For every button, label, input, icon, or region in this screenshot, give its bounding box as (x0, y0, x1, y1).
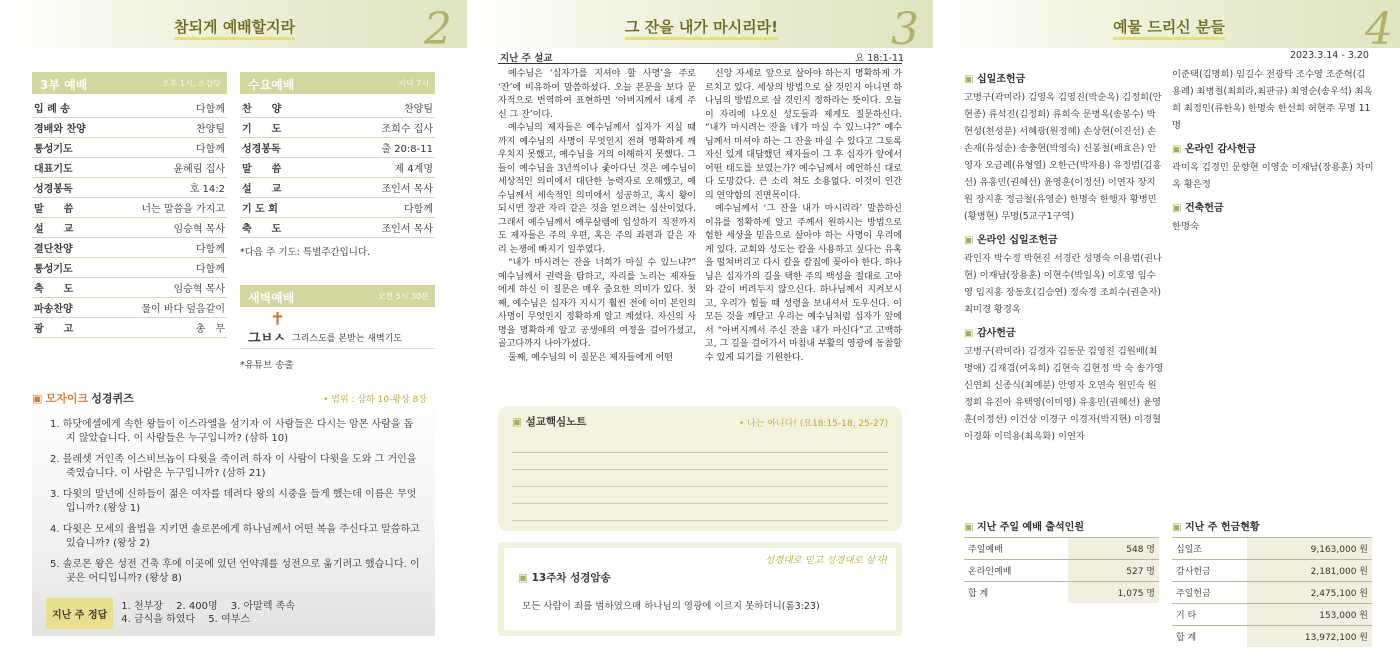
order-item-value: 호 14:2 (189, 184, 225, 195)
answers (121, 600, 295, 626)
quiz-question: 4. 다윗은 모세의 율법을 지키면 솔로몬에게 하나님께서 어떤 복을 주신다고 말씀하고 있습니까? (왕상 2) (50, 524, 420, 549)
order-item-label: 대표기도 (34, 164, 73, 175)
order-item-value: 윤혜림 집사 (173, 164, 225, 175)
order-item-value: 너는 말씀을 가지고 (141, 204, 225, 215)
quiz-header (32, 388, 435, 410)
offering-left-column (964, 64, 1164, 445)
order-item-value: 조희수 집사 (381, 124, 433, 135)
wednesday-service-header (240, 72, 435, 94)
dawn-logo (240, 307, 435, 349)
answer-line: 1. 천부장 2. 400명 3. 아말렉 족속 (121, 601, 295, 612)
third-service-box (32, 72, 227, 338)
service-order-row (32, 238, 227, 258)
service-order-row (240, 158, 435, 178)
stat-value: 2,181,000 원 (1247, 560, 1372, 582)
stat-row (964, 582, 1159, 604)
order-item-value: 임승혁 목사 (173, 224, 225, 235)
stat-row (1172, 626, 1372, 648)
stat-value: 9,163,000 원 (1247, 538, 1372, 560)
service-order-row (32, 258, 227, 278)
service-order-row (32, 118, 227, 138)
order-item-value: 물이 바다 덮음같이 (141, 304, 225, 315)
order-item-label: 경배와 찬양 (34, 124, 86, 135)
page4-header (933, 0, 1400, 55)
page3-header (467, 0, 933, 55)
sermon-label: 지난 주 설교 (500, 53, 553, 64)
service-order-row (32, 178, 227, 198)
stat-label: 합 계 (1172, 626, 1247, 648)
quiz-question: 1. 하닷에셀에게 속한 왕들이 이스라엘을 섬기자 이 사람들은 다시는 암몬 사람을 돕지 않았습니다. 이 사람들은 누구입니까? (삼하 10) (50, 419, 414, 444)
stat-row (1172, 560, 1372, 582)
quiz-question: 5. 솔로몬 왕은 성전 건축 후에 이곳에 있던 언약궤를 성전으로 옮기려고 했습니다. 이곳은 어디입니까? (왕상 8) (50, 559, 420, 584)
offering-right-column (1172, 66, 1374, 235)
stat-label: 감사헌금 (1172, 560, 1247, 582)
prayer-note: *다음 주 기도: 특별주간입니다. (240, 247, 371, 258)
cross-icon: ✝ (270, 309, 286, 330)
quiz-range: • 범위 : 삼하 10-왕상 8장 (323, 395, 427, 405)
bible-quiz (32, 388, 435, 636)
order-item-label: 결단찬양 (34, 244, 73, 255)
memory-inner (504, 548, 896, 630)
stat-label: 기 타 (1172, 604, 1247, 626)
memory-slogan: 성경대로 믿고 성경대로 살자! (765, 555, 888, 566)
page-number: 3 (891, 4, 919, 55)
service-order-row (32, 318, 227, 338)
quiz-icon: ▣ (32, 392, 43, 405)
building-names: 한명숙 (1172, 221, 1199, 232)
dawn-service-header (240, 285, 435, 307)
order-item-label: 통성기도 (34, 264, 73, 275)
quiz-brand: 모자이크 (45, 392, 89, 405)
online-tithe-names: 곽인자 박수정 박현진 서경란 성명숙 이용범(권나현) 이재남(장용훈) 이현수(박일옥) 이호영 임수영 임지홍 장동호(김승연) 정숙경 조희수(권춘자) 최미경 황경옥 (964, 253, 1163, 315)
box-title: 3부 예배 (40, 78, 88, 92)
service-order-row (240, 198, 435, 218)
offering-status-title: ▣ 지난 주 헌금현황 (1172, 518, 1372, 533)
order-item-value: 조인서 목사 (381, 224, 433, 235)
service-order-row (32, 198, 227, 218)
quiz-label: 성경퀴즈 (91, 392, 134, 405)
order-item-label: 설 교 (242, 184, 282, 195)
thanks-names-continued: 이준택(김명희) 임길수 전광탁 조수영 조준혁(김용례) 최병철(최희라,최판규) 최영순(송우석) 최옥희 최정인(류한옥) 한명숙 한선희 허현주 무명 11명 (1172, 69, 1373, 131)
box-time: 오후 1시, 소강당 (161, 79, 221, 88)
sermon-column-1 (498, 68, 696, 398)
online-thanks-title: ▣ 온라인 감사헌금 (1172, 140, 1374, 155)
order-item-label: 입 례 송 (34, 104, 70, 115)
tithe-names: 고병구(곽미라) 김영옥 김영진(박순옥) 김정희(안현종) 류석진(김정희) 류희숙 문병옥(송봉수) 박현성(천성분) 서혜광(원정혜) 손상현(이진선) 손손재(유성순) 송충현(박영숙) 신봉철(배효은) 안영자 오금례(유형열) 오한근(박자용) 유정범(김홍선) 유홍민(권혜선) 윤영훈(이정선) 이연자 장지원 장지훈 정금철(유영순) 한명숙 한행자 황병민(황병현) 무명(5교구1구역) (964, 92, 1162, 222)
stat-label: 주일예배 (964, 538, 1068, 560)
order-item-label: 성경봉독 (34, 184, 73, 195)
service-order-row (32, 98, 227, 118)
box-time: 오전 5시 30분 (377, 292, 429, 301)
online-thanks-names: 곽미옥 김경민 문향현 이영순 이재남(장용훈) 차미옥 황은정 (1172, 162, 1374, 190)
stat-label: 주일헌금 (1172, 582, 1247, 604)
service-order-row (240, 178, 435, 198)
page-title: 그 잔을 내가 마시리라! (625, 18, 778, 40)
thanks-title: ▣ 감사헌금 (964, 324, 1164, 339)
order-item-value: 임승혁 목사 (173, 284, 225, 295)
stat-value: 2,475,100 원 (1247, 582, 1372, 604)
attendance-table (964, 537, 1159, 603)
note-title-text: 설교핵심노트 (525, 416, 587, 428)
page-number: 4 (1365, 4, 1393, 55)
box-title: 새벽예배 (248, 291, 295, 305)
memory-verse-box (498, 542, 902, 636)
service-order-row (240, 118, 435, 138)
order-item-label: 말 씀 (242, 164, 282, 175)
service-order-row (240, 138, 435, 158)
wednesday-service-box (240, 72, 435, 258)
memory-title-text: 13주차 성경암송 (531, 572, 611, 584)
service-order-row (240, 218, 435, 238)
order-item-value: 총 무 (195, 324, 225, 335)
stat-value: 153,000 원 (1247, 604, 1372, 626)
stat-row (1172, 538, 1372, 560)
sermon-paragraph: 신앙 자세로 앞으로 살아야 하는지 명확하게 가르치고 있다. 세상의 방법으로 살 것인지 아니면 하나님의 방법으로 살 것인지 정하라는 뜻이다. 오늘 이 자리에 나오신 성도들과 제게도 질문하신다. “내가 마시려는 잔을 네가 마실 수 있느냐?” 예수님께서 마셔야 하는 그 잔을 마실 수 있다고 그토록 자신 있게 대답했던 제자들이 그 후 십자가 앞에서 어떤 태도를 보였는가? 예수님께서 예언하신 대로 다 도망갔다. 큰 소리 쳐도 소용없다. 이것이 인간의 연약함의 진면목이다. (705, 69, 902, 201)
sermon-paragraph: 둘째, 예수님의 이 질문은 제자들에게 어떤 (508, 352, 673, 363)
third-service-header (32, 72, 227, 94)
stat-label: 십일조 (1172, 538, 1247, 560)
stat-row (1172, 582, 1372, 604)
note-lines (512, 436, 888, 521)
page-number: 2 (424, 4, 452, 55)
box-time: 저녁 7시 (398, 79, 429, 88)
order-item-label: 축 도 (34, 284, 74, 295)
sermon-note-box (498, 406, 902, 531)
attendance-title: ▣ 지난 주일 예배 출석인원 (964, 518, 1159, 533)
answer-label: 지난 주 정답 (46, 598, 113, 629)
page-title: 예물 드리신 분들 (1113, 18, 1225, 40)
memory-title: ▣ 13주차 성경암송 (518, 572, 611, 584)
order-item-label: 찬 양 (242, 104, 282, 115)
order-item-value: 다함께 (196, 104, 225, 115)
sermon-ref: 요 18:1-11 (855, 53, 905, 64)
service-order-row (32, 298, 227, 318)
stat-label: 합 계 (964, 582, 1068, 604)
offering-date: 2023.3.14 - 3.20 (1290, 50, 1369, 61)
order-item-value: 제 4계명 (394, 164, 433, 175)
stat-row (1172, 604, 1372, 626)
stat-row (964, 538, 1159, 560)
order-item-label: 축 도 (242, 224, 282, 235)
stat-value: 13,972,100 원 (1247, 626, 1372, 648)
answer-box (46, 596, 418, 630)
third-service-order (32, 98, 227, 338)
dawn-service-box (240, 285, 435, 371)
order-item-label: 통성기도 (34, 144, 73, 155)
building-title: ▣ 건축헌금 (1172, 199, 1374, 214)
answer-line: 4. 금식을 하였다 5. 여부스 (121, 614, 251, 625)
order-item-value: 조인서 목사 (381, 184, 433, 195)
stat-value: 1,075 명 (1068, 582, 1159, 604)
memory-verse: 모든 사람이 죄를 범하였으매 하나님의 영광에 이르지 못하더니(롬3:23) (522, 601, 820, 612)
service-order-row (32, 138, 227, 158)
attendance-box (964, 512, 1159, 603)
order-item-label: 성경봉독 (242, 144, 281, 155)
quiz-questions (32, 410, 435, 586)
quiz-question: 2. 블레셋 거인족 이스비브놉이 다윗을 죽이려 하자 이 사람이 다윗을 도와 그 거인을 죽였습니다. 이 사람은 누구입니까? (삼하 21) (50, 454, 417, 479)
service-order-row (32, 218, 227, 238)
order-item-value: 찬양팀 (404, 104, 433, 115)
box-title: 수요예배 (248, 78, 295, 92)
order-item-label: 기 도 회 (242, 204, 278, 215)
service-order-row (240, 98, 435, 118)
order-item-value: 다함께 (196, 144, 225, 155)
order-item-label: 기 도 (242, 124, 282, 135)
sermon-paragraph: 예수님은 ‘십자가를 지셔야 할 사명’을 주로 ‘잔’에 비유하여 말씀하셨다. 오늘 본문을 보다 문자적으로 번역하여 표현하면 ‘아버지께서 내게 주신 그 잔’이다. (498, 69, 696, 120)
thanks-names: 고병구(곽미라) 김경자 김동문 김영진 김원배(최명애) 김재겸(여옥희) 김현숙 김현정 박 숙 송가영 신연희 신종식(최예분) 안영자 오연숙 원민숙 원정희 유진아 유택영(이미영) 유홍민(권혜선) 윤영훈(이정선) 이건상 이경구 이경자(박지현) 이경혈 이경화 이덕용(최옥화) 이연자 (964, 346, 1164, 442)
logo-word: 그ㅂㅅ (248, 331, 286, 346)
order-item-value: 찬양팀 (196, 124, 225, 135)
order-item-label: 말 씀 (34, 204, 74, 215)
page2-header (0, 0, 467, 55)
sermon-paragraph: 예수님의 제자들은 예수님께서 십자가 지실 때까지 예수님의 사명이 무엇인지 전혀 명확하게 깨우치지 못했고, 예수님을 거의 이해하지 못했다. 그들이 예수님을 3년씩이나 좇아다닌 것은 예수님이 세상적인 의미에서 대단한 능력자로 오해했고, 예수님께서 세속적인 의미에서 성공하고, 혹시 왕이 되시면 장관 자리 같은 것을 얻으려는 심산이었다. 그래서 예수님께서 예루살렘에 입성하기 직전까지도 제자들은 주의 우편, 혹은 주의 좌편과 같은 자리 논쟁에 빠지기 일쑤였다. (498, 123, 696, 255)
stat-value: 527 명 (1068, 560, 1159, 582)
order-item-label: 광 고 (34, 324, 74, 335)
quiz-question: 3. 다윗의 말년에 신하들이 젊은 여자를 데려다 왕의 시중을 들게 했는데 이름은 무엇입니까? (왕상 1) (50, 489, 417, 514)
wednesday-service-order (240, 98, 435, 238)
service-order-row (32, 278, 227, 298)
stat-row (964, 560, 1159, 582)
note-title: ▣ 설교핵심노트 (512, 416, 587, 428)
offering-status-box (1172, 512, 1372, 647)
sermon-paragraph: “내가 마시려는 잔을 너희가 마실 수 있느냐?” 예수님께서 권력을 탐하고, 자리를 노리는 제자들에게 하신 이 질문은 매우 중요한 의미가 있다. 첫째, 예수님은 십자가 지시기 훨씬 전에 이미 본인의 사명이 무엇인지 정확하게 알고 계셨다. 자신의 사명을 명확하게 알고 공생애의 여정을 걸어가셨고, 골고다까지 나아가셨다. (498, 258, 696, 349)
order-item-value: 다함께 (196, 244, 225, 255)
service-order-row (32, 158, 227, 178)
online-tithe-title: ▣ 온라인 십일조헌금 (964, 231, 1164, 246)
sermon-column-2 (705, 68, 902, 398)
stat-label: 온라인예배 (964, 560, 1068, 582)
sermon-divider (498, 63, 902, 64)
order-item-value: 출 20:8-11 (381, 144, 433, 155)
sermon-paragraph: 예수님께서 ‘그 잔을 내가 마시리라’ 말씀하신 이유를 정확하게 알고 주께서 원하시는 방법으로 험한 세상을 믿음으로 살아야 하는 사명이 우리에게 있다. 교회와 성도는 칼을 사용하고 싶다는 유혹을 떨쳐버리고 다시 칼을 칼집에 꽂아야 한다. 하나님은 십자가의 길을 택한 주의 백성을 절대로 고아와 같이 버려두지 않으신다. 하나님께서 지켜보시고, 우리가 힘들 때 성령을 보내셔서 도우신다. 이 모든 것을 깨닫고 우리는 예수님처럼 십자가 앞에서 “아버지께서 주신 잔을 내가 마신다”고 고백하고, 그 길을 걸어가서 마침내 부활의 영광에 동참할 수 있게 되기를 기원한다. (705, 204, 902, 363)
order-item-label: 파송찬양 (34, 304, 73, 315)
order-item-value: 다함께 (196, 264, 225, 275)
order-item-value: 다함께 (404, 204, 433, 215)
stat-value: 548 명 (1068, 538, 1159, 560)
tithe-title: ▣ 십일조헌금 (964, 70, 1164, 85)
offering-status-table (1172, 537, 1372, 647)
order-item-label: 설 교 (34, 224, 74, 235)
page-title: 참되게 예배할지라 (174, 18, 295, 40)
logo-text: 그리스도를 본받는 새벽기도 (292, 334, 403, 344)
note-sub: • 나는 아니다! (요18:15-18, 25-27) (738, 419, 888, 429)
youtube-note: *유튜브 송출 (240, 360, 294, 371)
